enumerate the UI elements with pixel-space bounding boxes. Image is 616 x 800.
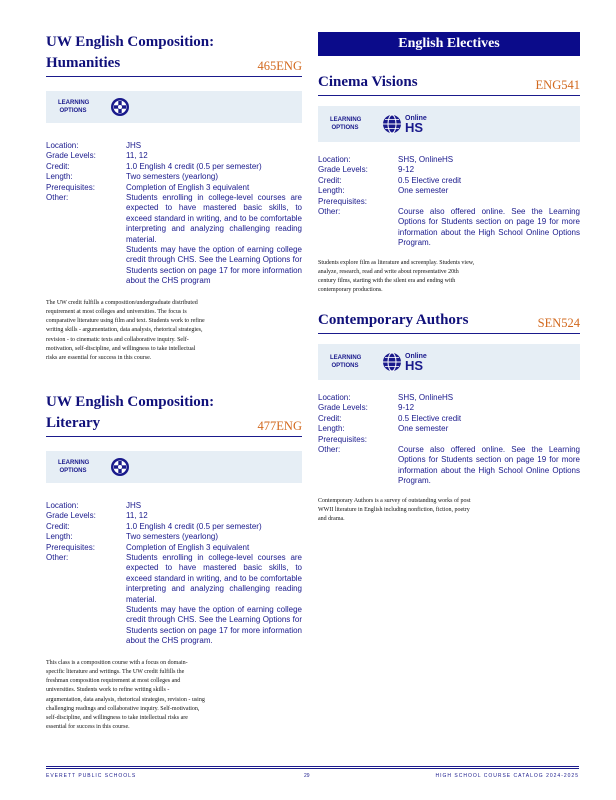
detail-value: Completion of English 3 equivalent	[126, 542, 250, 552]
detail-label: Prerequisites:	[318, 434, 367, 444]
chs-icon	[110, 97, 130, 117]
course-header	[46, 392, 302, 437]
detail-label: Location:	[318, 393, 351, 402]
detail-label: Length:	[318, 186, 345, 196]
detail-row	[46, 543, 302, 553]
online-hs-badge	[382, 352, 427, 372]
detail-value: Students enrolling in college-level courses are expected to have mastered basic skills, to exceed standard in writing, and to be comfortable interpreting and analyzing challenging reading material.	[126, 553, 302, 604]
detail-value: 1.0 English 4 credit (0.5 per semester)	[126, 521, 262, 531]
detail-row	[318, 403, 580, 413]
detail-value	[398, 197, 580, 207]
detail-label: Prerequisites:	[318, 196, 367, 206]
chs-badge	[110, 97, 130, 117]
detail-label: Other:	[318, 207, 341, 217]
detail-row	[46, 605, 302, 647]
online-hs-badge	[382, 114, 427, 134]
detail-value: 0.5 Elective credit	[398, 175, 462, 185]
learning-options-box	[318, 344, 580, 380]
detail-row	[318, 197, 580, 207]
detail-label: Other:	[46, 553, 69, 563]
course-details	[318, 393, 580, 487]
detail-label: Credit:	[318, 175, 342, 185]
course-details	[318, 155, 580, 249]
detail-row	[318, 186, 580, 196]
detail-label	[46, 245, 126, 287]
footer-rule	[46, 766, 579, 769]
detail-label: Length:	[46, 172, 73, 182]
course-title: UW English Composition: Literary	[46, 394, 215, 431]
detail-row	[318, 435, 580, 445]
detail-row	[318, 165, 580, 175]
detail-row	[46, 172, 302, 182]
course-header	[318, 310, 580, 334]
detail-value: One semester	[398, 186, 449, 196]
course-details	[46, 141, 302, 287]
detail-label: Length:	[46, 532, 73, 542]
detail-label: Credit:	[46, 161, 70, 171]
detail-row	[46, 532, 302, 542]
course-uw-english-humanities	[46, 32, 302, 363]
detail-row	[46, 162, 302, 172]
detail-row	[318, 424, 580, 434]
detail-row	[46, 183, 302, 193]
detail-row	[318, 414, 580, 424]
detail-row	[46, 553, 302, 605]
detail-row	[46, 141, 302, 151]
detail-value: Two semesters (yearlong)	[126, 172, 219, 182]
detail-value: 1.0 English 4 credit (0.5 per semester)	[126, 161, 262, 171]
learning-options-label: LEARNING OPTIONS	[330, 117, 362, 131]
detail-row	[318, 176, 580, 186]
learning-options-label: LEARNING OPTIONS	[330, 355, 362, 369]
course-code: SEN524	[537, 316, 580, 330]
course-description: The UW credit fulfills a composition/undergraduate distributed requirement at most colleges and universities. The focus is comparative literature using film and text. Students work to refine writing skills - argumentation, data analysis, rhetorical strategies, revision - to cinematic texts and collaborative inquiry. Self-motivation, self-discipline, and willingness to take intellectual risks are essential for success in this course.	[46, 299, 205, 361]
detail-row	[46, 511, 302, 521]
detail-row	[46, 245, 302, 287]
detail-row	[318, 207, 580, 249]
learning-options-box	[318, 106, 580, 142]
course-code: 477ENG	[257, 419, 302, 433]
course-title: UW English Composition: Humanities	[46, 34, 215, 71]
course-description: Contemporary Authors is a survey of outstanding works of post WWII literature in English including nonfiction, fiction, poetry and drama.	[318, 497, 471, 523]
detail-label: Other:	[318, 445, 341, 455]
detail-value: Students enrolling in college-level courses are expected to have mastered basic skills, to exceed standard in writing, and to be comfortable interpreting and analyzing challenging reading material.	[126, 193, 302, 244]
detail-value	[398, 435, 580, 445]
course-title: Contemporary Authors	[318, 312, 469, 328]
detail-value: Students may have the option of earning college credit through CHS. See the Learning Options for Students section on page 17 for more information about the CHS program.	[126, 605, 302, 646]
course-cinema-visions	[318, 72, 580, 295]
detail-label: Grade Levels:	[46, 151, 96, 161]
course-uw-english-literary	[46, 392, 302, 732]
footer-catalog: HIGH SCHOOL COURSE CATALOG 2024-2025	[435, 773, 579, 779]
detail-value: SHS, OnlineHS	[398, 393, 454, 402]
chs-icon	[110, 457, 130, 477]
detail-value: JHS	[126, 141, 142, 150]
detail-value: Completion of English 3 equivalent	[126, 182, 250, 192]
page-footer	[46, 766, 579, 781]
detail-label: Length:	[318, 424, 345, 434]
detail-row	[46, 522, 302, 532]
course-header	[318, 72, 580, 96]
detail-value: SHS, OnlineHS	[398, 155, 454, 164]
detail-label: Prerequisites:	[46, 182, 95, 192]
detail-label	[46, 605, 126, 647]
detail-row	[318, 445, 580, 487]
detail-row	[46, 151, 302, 161]
detail-label: Credit:	[318, 413, 342, 423]
online-hs-wordmark: Online HS	[405, 114, 427, 135]
learning-options-box	[46, 91, 302, 123]
globe-icon	[382, 352, 402, 372]
globe-icon	[382, 114, 402, 134]
detail-label: Grade Levels:	[46, 511, 96, 521]
course-details	[46, 501, 302, 647]
chs-badge	[110, 457, 130, 477]
page-number: 29	[304, 773, 310, 779]
detail-label: Location:	[46, 501, 79, 510]
online-hs-wordmark: Online HS	[405, 352, 427, 373]
detail-label: Credit:	[46, 521, 70, 531]
course-description: This class is a composition course with a focus on domain-specific literature and writings. The UW credit fulfills the freshman composition requirement at most colleges and universities. Students work to refine writing skills - argumentation, data analysis, rhetorical strategies, revision - using challenging readings and collaborative inquiry. Self-motivation, self-discipline, and willingness to take intellectual risks are essential for success in this course.	[46, 659, 205, 731]
learning-options-box	[46, 451, 302, 483]
footer-district: EVERETT PUBLIC SCHOOLS	[46, 773, 137, 779]
detail-row	[318, 393, 580, 403]
detail-value: JHS	[126, 501, 142, 510]
course-contemporary-authors	[318, 310, 580, 524]
detail-value: 11, 12	[126, 151, 148, 161]
detail-value: 9-12	[398, 165, 415, 175]
detail-value: Course also offered online. See the Learning Options for Students section on page 19 for more information about the High School Online Options Program.	[398, 445, 580, 486]
detail-value: Two semesters (yearlong)	[126, 532, 219, 542]
detail-row	[318, 155, 580, 165]
course-code: 465ENG	[257, 59, 302, 73]
detail-label: Other:	[46, 193, 69, 203]
detail-label: Location:	[318, 155, 351, 164]
detail-label: Grade Levels:	[318, 403, 368, 413]
detail-value: 9-12	[398, 403, 415, 413]
detail-row	[46, 501, 302, 511]
course-description: Students explore film as literature and screenplay. Students view, analyze, research, read and write about representative 20th century films, starting with the silent era and ending with contemporary productions.	[318, 259, 475, 294]
detail-label: Prerequisites:	[46, 542, 95, 552]
course-title: Cinema Visions	[318, 74, 418, 90]
course-code: ENG541	[535, 78, 580, 92]
detail-value: 11, 12	[126, 511, 148, 521]
detail-row	[46, 193, 302, 245]
detail-label: Grade Levels:	[318, 165, 368, 175]
detail-value: Course also offered online. See the Learning Options for Students section on page 19 for more information about the High School Online Options Program.	[398, 207, 580, 248]
detail-label: Location:	[46, 141, 79, 150]
learning-options-label: LEARNING OPTIONS	[58, 100, 90, 114]
detail-value: Students may have the option of earning college credit through CHS. See the Learning Options for Students section on page 17 for more information about the CHS program	[126, 245, 302, 286]
course-header	[46, 32, 302, 77]
detail-value: One semester	[398, 424, 449, 434]
learning-options-label: LEARNING OPTIONS	[58, 460, 90, 474]
section-banner: English Electives	[318, 32, 580, 56]
detail-value: 0.5 Elective credit	[398, 413, 462, 423]
